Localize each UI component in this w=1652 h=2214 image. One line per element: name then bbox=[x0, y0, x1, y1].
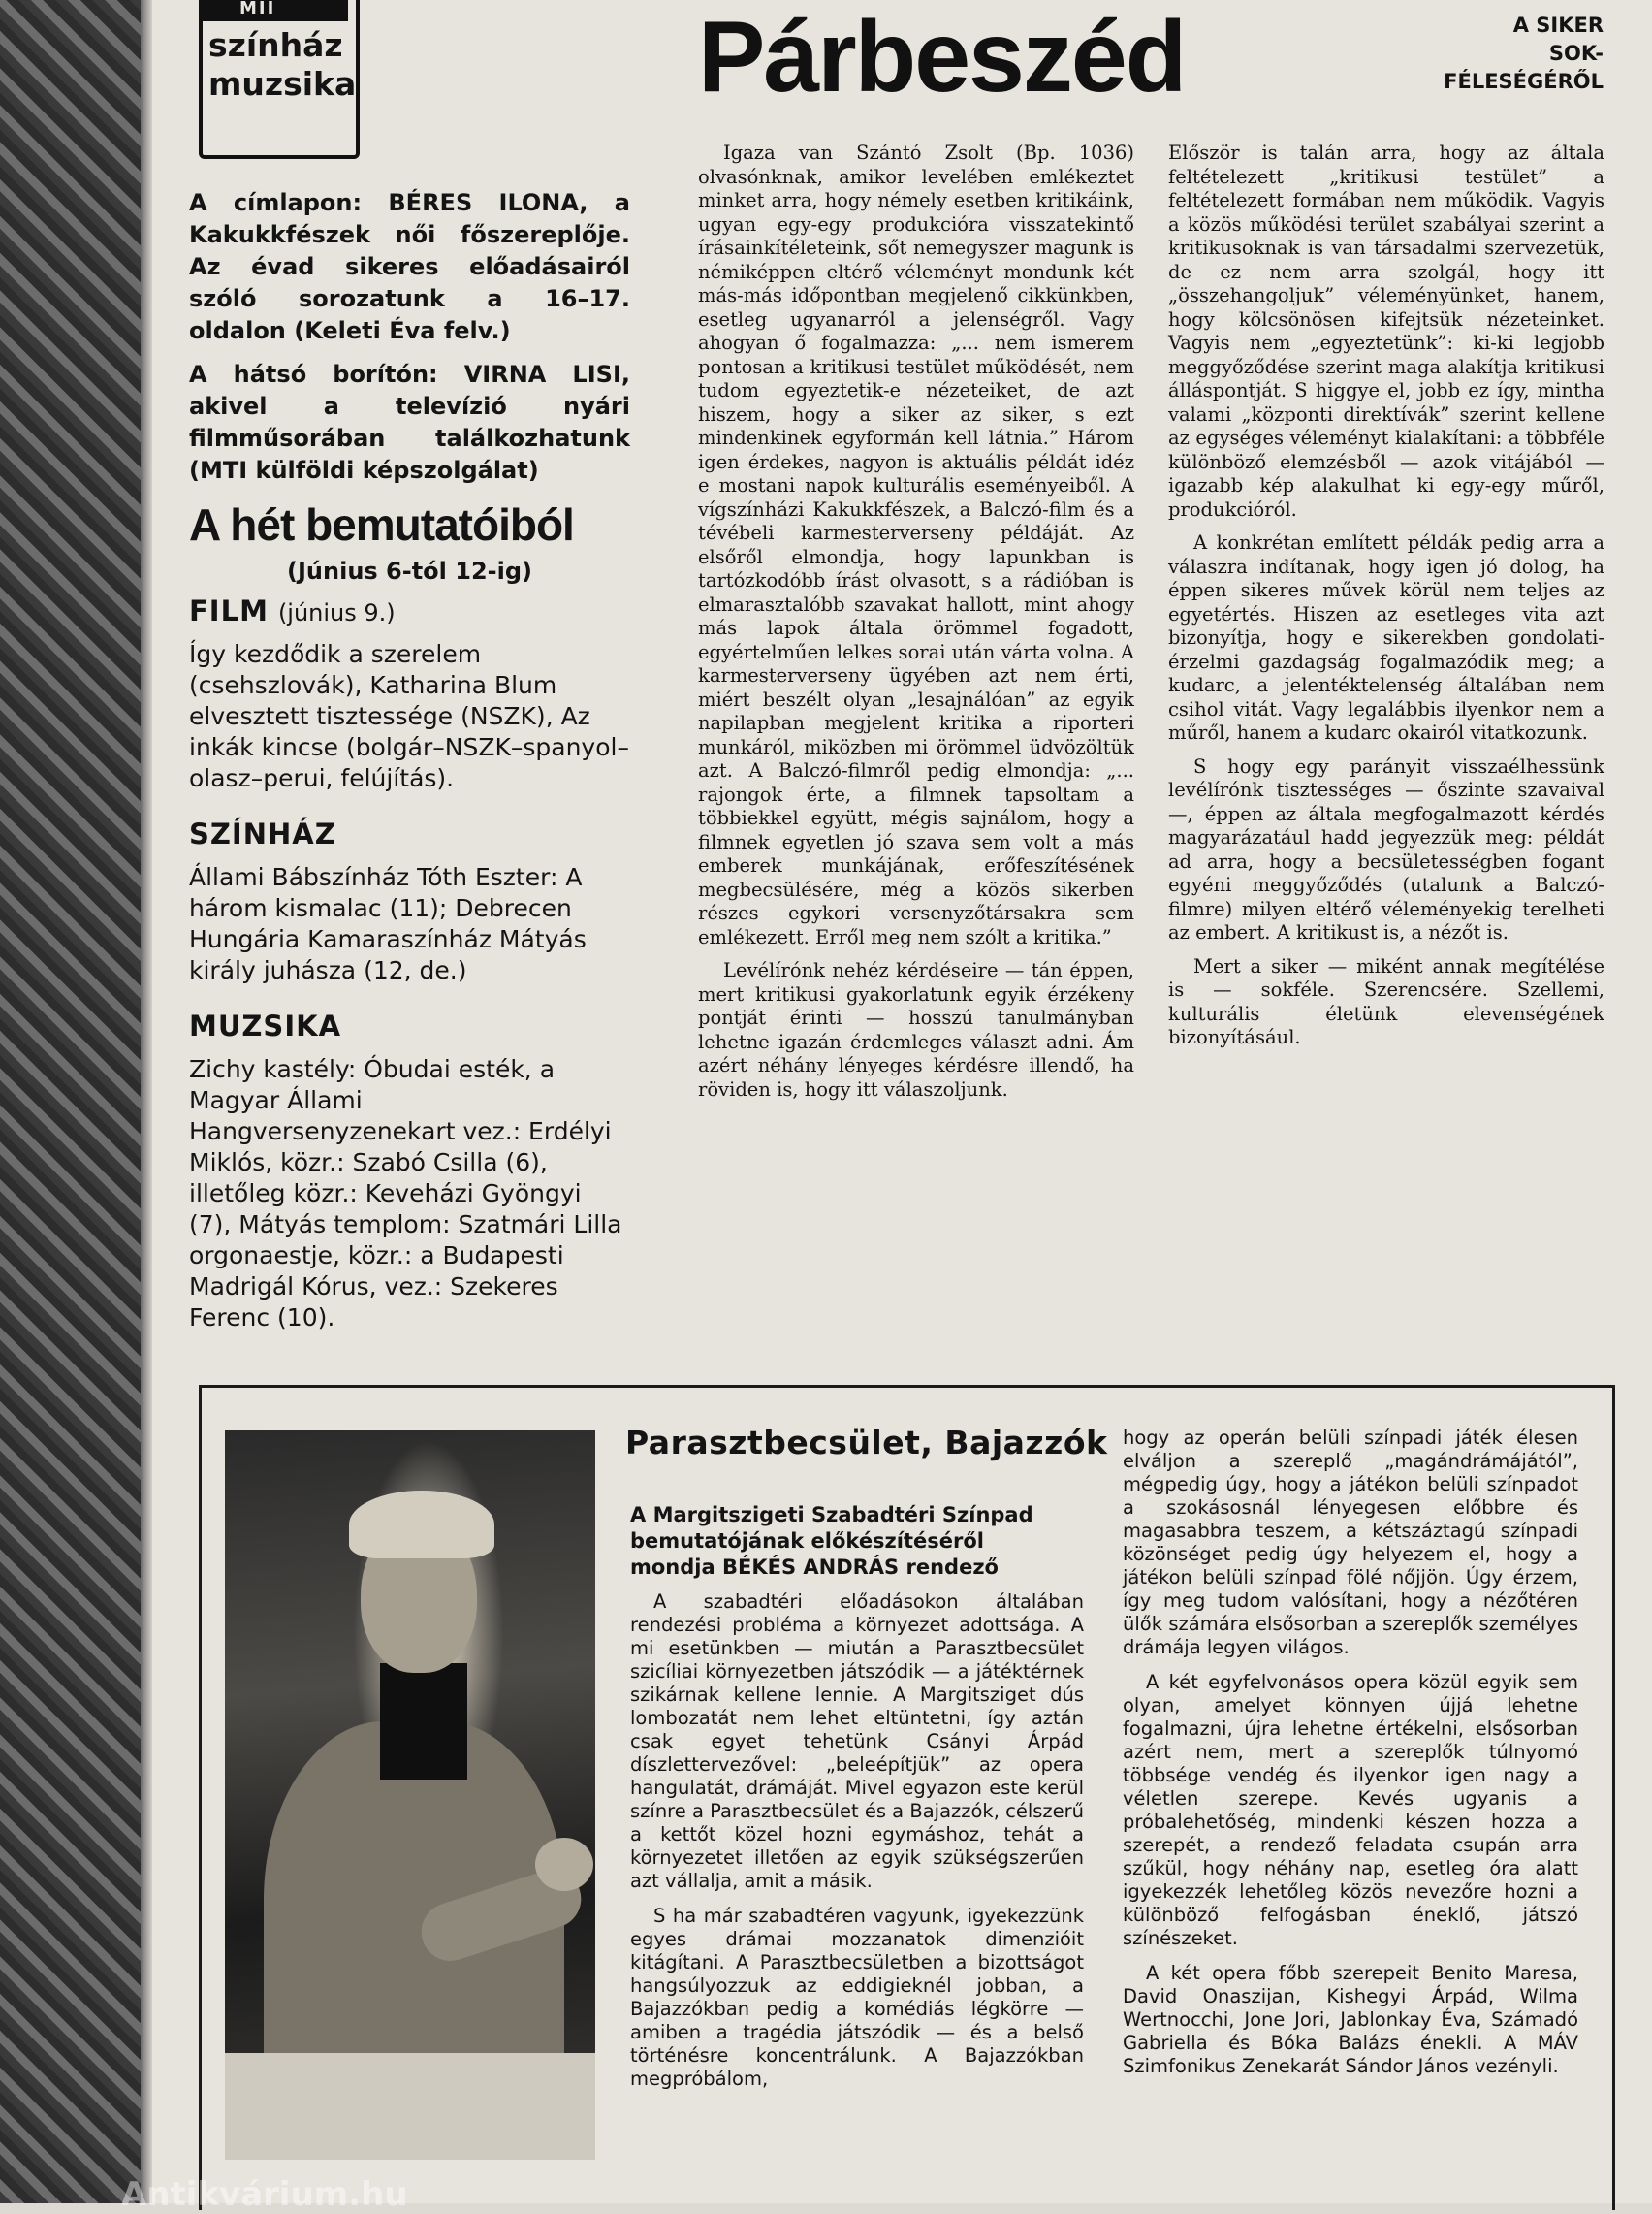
article-title: Parasztbecsület, Bajazzók bbox=[625, 1424, 1108, 1461]
left-column bbox=[189, 187, 630, 1333]
dialogue-paragraph: S hogy egy parányit visszaélhessünk levélírónk tisztességes — őszinte szavaival —, éppen az általa megfogalmazott kérdés magyarázatául hadd jegyezzük meg: példát ad arra, hogy a becsületességben fogant egyéni meggyőződés (utalunk a Balczó-filmre) milyen eltérő véleményekig terelheti az embert. A kritikust is, a nézőt is. bbox=[1168, 754, 1604, 944]
logo-mini-text: MII bbox=[239, 0, 276, 18]
article-column-1 bbox=[630, 1590, 1084, 2091]
article-paragraph: A szabadtéri előadásokon általában rendezési probléma a környezet adottsága. A mi esetünkben — miután a Parasztbecsület szicíliai környezetben játszódik — a játéktérnek szikárnak kellene lennie. A Margitsziget dús lombozatát nem lehet eltüntetni, így aztán csak egyet tehetünk Csányi Árpád díszlettervezővel: „beleépítjük” az opera hangulatát, drámáját. Mivel egyazon este kerül színre a Parasztbecsület és a Bajazzók, célszerű a kettőt közel hozni egymáshoz, tehát a környezetet illetően az egyik szükségszerűen azt vállalja, amit a másik. bbox=[630, 1590, 1085, 1892]
photo-hand-shape bbox=[535, 1838, 593, 1891]
binding-strip bbox=[0, 0, 141, 2203]
week-premieres-title: A hét bemutatóiból bbox=[189, 499, 574, 550]
kicker-line-1: A SIKER bbox=[1512, 14, 1604, 37]
kicker-line-3: FÉLESÉGÉRŐL bbox=[1444, 70, 1604, 93]
dialogue-paragraph: Mert a siker — miként annak megítélése is — sokféle. Szerencsére. Szellemi, kulturális életünk elevenségének bizonyításául. bbox=[1168, 954, 1604, 1048]
article-paragraph: S ha már szabadtéren vagyunk, igyekezzünk egyes drámai mozzanatok dimenzióit kitágítani. A Parasztbecsületben a bizottságot hangsúlyozzuk az eddigieknél jobban, a Bajazzókban pedig a komédiás légkörre — amiben a tragédia játszódik — és a belső történésre koncentrálunk. A Bajazzókban megpróbálom, bbox=[630, 1905, 1084, 2090]
dialogue-paragraph: Igaza van Szántó Zsolt (Bp. 1036) olvasónknak, amikor levelében emlékeztet minket arra, hogy némely esetben kritikáink, ugyan egy-egy produkcióra visszatekintő írásainkítéleteink, sőt nemegyszer magunk is némiképpen eltérő véleményt mondunk két más-más időpontban megjelenő cikkünkben, esetleg ugyanarról a jelenségről. Vagy ahogyan ő fogalmazza: „... nem ismerem pontosan a kritikusi testület működését, nem tudom egyeztetik-e nézeteiket, de azt hiszem, hogy a siker az siker, s ezt mindenkinek egyformán kell látnia.” Három igen érdekes, nagyon is aktuális példát idéz e mostani napok kulturális eseményeiből. A vígszínházi Kakukkfészek, a Balczó-film és a tévébeli karmesterverseny példáját. Az elsőről elmondja, hogy lapunkban is tartózkodóbb írást olvasott, s a rádióban is elmarasztalóbb szavakat hallott, mint ahogy más lapok általa örömmel fogadott, egyértelműen lelkes sorai után várta volna. A karmesterverseny ügyében azt nem érti, miért beszélt olyan „lesajnálóan” az egyik napilapban megjelent kritika a riporteri munkáról, miközben mi örömmel üdvözöltük azt. A Balczó-filmről pedig elmondja: „... rajongok érte, a filmnek tapsoltam a többiekkel együtt, mégis sajnálom, hogy a filmnek egyetlen jó szava sem volt a más emberek munkájának, erőfeszítésének megbecsülésére, még a közös sikerben részes egykori versenyzőtársakra sem emlékezett. Erről meg nem szólt a kritika.” bbox=[698, 142, 1134, 948]
title-kicker bbox=[1444, 12, 1604, 96]
article-paragraph: hogy az operán belüli színpadi játék élesen elváljon a szereplő „magándrámájától”, mégpedig úgy, hogy a játékon belüli színpadot a szokásosnál lényegesen előbbre és magasabbra teszem, a kétszáztagú színpadi közönséget pedig úgy helyezem el, hogy a játékon belüli színpad fölé nőjjön. Úgy érzem, így meg tudom valósítani, hogy a nézőtéren ülők számára elsősorban a szereplők személyes drámája legyen világos. bbox=[1123, 1427, 1578, 1658]
dialogue-paragraph: A konkrétan említett példák pedig arra a válaszra indítanak, hogy igen jó dolog, ha éppen sikeres művek körül nem teljes az egyetértés. Hiszen az esetleges vita azt bizonyítja, hogy e sikerekben gondolati-érzelmi gazdagság fogalmazódik meg; a kudarc, a jelentéktelenség általában nem csihol vitát. Vagy legalábbis ilyenkor nem a műről, hanem a kudarc okairól vitatkozunk. bbox=[1168, 531, 1604, 744]
music-listing: Zichy kastély: Óbudai esték, a Magyar Állami Hangversenyzenekart vez.: Erdélyi Miklós, közr.: Szabó Csilla (6), illetőleg közr.: Keveházi Gyöngyi (7), Mátyás templom: Szatmári Lilla orgonaestje, közr.: a Budapesti Madrigál Kórus, vez.: Szekeres Ferenc (10). bbox=[189, 1055, 622, 1332]
section-logo bbox=[199, 0, 360, 159]
photo-floor-shape bbox=[225, 2053, 595, 2160]
theatre-listing: Állami Bábszínház Tóth Eszter: A három kismalac (11); Debrecen Hungária Kamaraszínház Mátyás király juhásza (12, de.) bbox=[189, 863, 587, 985]
dialogue-paragraph: Először is talán arra, hogy az általa feltételezett „kritikusi testület” a feltételezett formában nem működik. Vagyis a közös működési terület szabályai szerint a kritikusoknak is van társadalmi szervezetük, de ez nem arra szolgál, hogy itt „összehangoljuk” véleményünket, hanem, hogy kölcsönösen kifejtsük nézeteinket. Vagyis nem „egyeztetünk”: ki-ki legjobb meggyőződése szerint maga alakítja kritikusi álláspontját. S higgye el, jobb ez így, mintha valami „központi direktívák” szerint kellene az egységes véleményt kialakítani: a többféle különböző elemzésből — azok vitájából — igazabb kép alakulhat ki egy-egy műről, produkcióról. bbox=[1168, 142, 1604, 521]
film-heading-line bbox=[189, 594, 630, 627]
photo-collar-shape bbox=[380, 1663, 467, 1780]
photo-hair-shape bbox=[349, 1491, 494, 1558]
back-cover-note: A hátsó borítón: VIRNA LISI, akivel a televízió nyári filmműsorában találkozhatunk (MTI külföldi képszolgálat) bbox=[189, 361, 630, 484]
page-title: Párbeszéd bbox=[698, 1, 1186, 113]
article-paragraph: A két egyfelvonásos opera közül egyik sem olyan, amelyet könnyen újjá lehetne fogalmazni, újra lehetne értékelni, elsősorban azért nem, mert a szereplők túlnyomó többsége vendég és ilyenkor igen nagy a véletlen szerepe. Kevés ugyanis a próbalehetőség, mindenki készen hozza a szerepét, a rendező feladata csupán arra szűkül, hogy néhány nap, esetleg óra alatt igyekezzék lehetőleg közös nevezőre hozni a különböző felfogásban éneklő, játszó színészeket. bbox=[1123, 1671, 1578, 1949]
film-heading: FILM bbox=[189, 594, 269, 628]
director-photo bbox=[225, 1430, 595, 2160]
kicker-line-2: SOK- bbox=[1548, 42, 1604, 65]
week-dates: (Június 6-tól 12-ig) bbox=[287, 558, 532, 586]
logo-line-2: muzsika bbox=[208, 65, 357, 103]
dialogue-paragraph: Levélírónk nehéz kérdéseire — tán éppen, mert kritikusi gyakorlatunk egyik érzékeny pontját érinti — hosszú tanulmányban lehetne igazán érdemleges választ adni. Ám azért néhány lényeges kérdésre illendő, ha röviden is, hogy itt válaszoljunk. bbox=[698, 959, 1134, 1101]
film-listing: Így kezdődik a szerelem (csehszlovák), Katharina Blum elvesztett tisztessége (NSZK), Az inkák kincse (bolgár–NSZK–spanyol–olasz–perui, felújítás). bbox=[189, 640, 629, 793]
film-date: (június 9.) bbox=[277, 599, 396, 627]
article-column-2 bbox=[1123, 1427, 1578, 2078]
theatre-heading: SZÍNHÁZ bbox=[189, 818, 336, 851]
dialogue-column-1 bbox=[698, 142, 1134, 1102]
binding-shadow bbox=[141, 0, 152, 2203]
music-heading: MUZSIKA bbox=[189, 1010, 342, 1043]
article-paragraph: A két opera főbb szerepeit Benito Maresa, David Onaszijan, Kishegyi Árpád, Wilma Wertnocchi, Jone Jori, Jablonkay Éva, Számadó Gabriella és Bóka Balázs énekli. A MÁV Szimfonikus Zenekarát Sándor János vezényli. bbox=[1123, 1962, 1578, 2077]
logo-line-1: színház bbox=[208, 26, 343, 64]
cover-note: A címlapon: BÉRES ILONA, a Kakukkfészek női főszereplője. Az évad sikeres előadásairól szóló sorozatunk a 16–17. oldalon (Keleti Éva felv.) bbox=[189, 189, 630, 344]
article-subtitle: A Margitszigeti Szabadtéri Színpad bemutatójának előkészítéséről mondja BÉKÉS ANDRÁS rendező bbox=[630, 1503, 1033, 1579]
watermark: Antikvárium.hu bbox=[121, 2175, 408, 2214]
dialogue-column-2 bbox=[1168, 142, 1604, 1050]
